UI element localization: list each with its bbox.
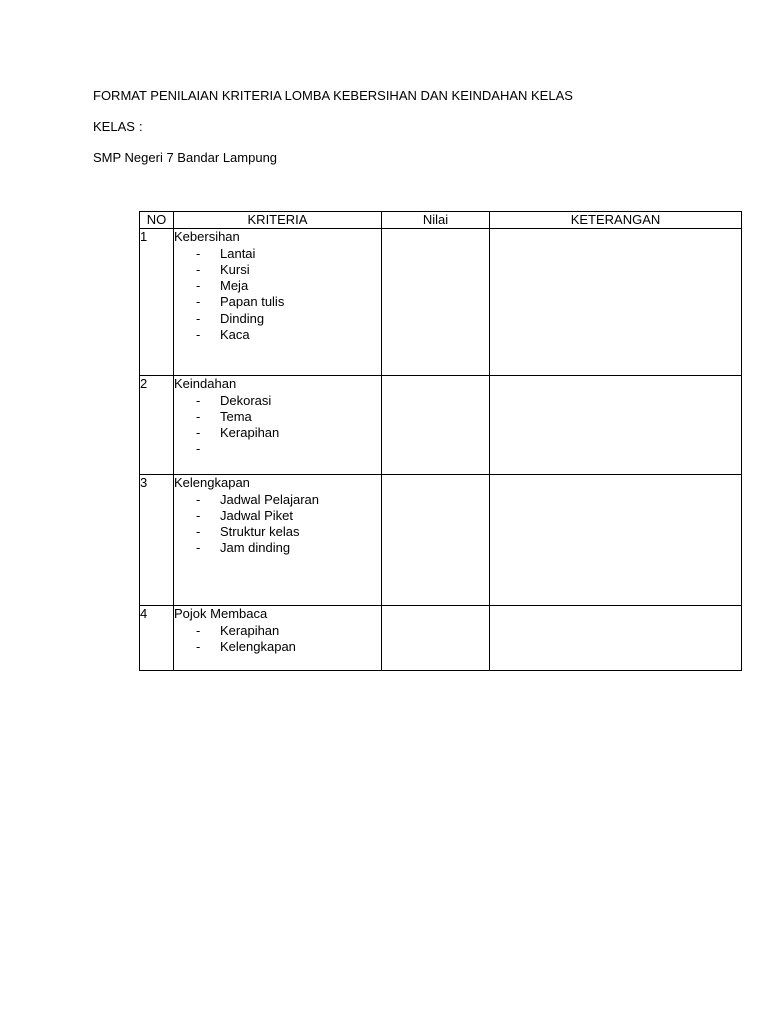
sub-criteria-text: Dekorasi: [220, 392, 272, 408]
dash-bullet: -: [196, 294, 201, 310]
list-item: [174, 311, 381, 327]
criteria-title: Keindahan: [174, 376, 237, 392]
dash-bullet: -: [196, 392, 201, 408]
dash-bullet: -: [196, 491, 201, 507]
dash-bullet: -: [196, 278, 201, 294]
dash-bullet: -: [196, 441, 201, 457]
sub-criteria-text: Struktur kelas: [220, 524, 300, 540]
list-item: [174, 327, 381, 343]
criteria-title: Pojok Membaca: [174, 606, 268, 622]
list-item: [174, 441, 381, 457]
sub-criteria-text: Jadwal Piket: [220, 507, 293, 523]
sub-criteria-text: Kerapihan: [220, 425, 280, 441]
criteria-cell: [174, 229, 382, 376]
keterangan-cell: [490, 606, 742, 671]
list-item: [174, 262, 381, 278]
sub-criteria-text: Meja: [220, 278, 249, 294]
criteria-title: Kebersihan: [174, 229, 240, 245]
document-title: FORMAT PENILAIAN KRITERIA LOMBA KEBERSIHAN DAN KEINDAHAN KELAS: [93, 88, 573, 103]
criteria-cell: [174, 606, 382, 671]
list-item: [174, 278, 381, 294]
list-item: [174, 540, 381, 556]
table-row: [140, 475, 742, 606]
criteria-table: [139, 211, 742, 671]
sub-criteria-text: Kursi: [220, 261, 250, 277]
row-number: 2: [140, 376, 174, 475]
dash-bullet: -: [196, 310, 201, 326]
column-header-keterangan: KETERANGAN: [490, 212, 742, 229]
table-header-row: [140, 212, 742, 229]
list-item: [174, 524, 381, 540]
table-row: [140, 229, 742, 376]
sub-criteria-text: Kelengkapan: [220, 638, 296, 654]
row-number: 3: [140, 475, 174, 606]
dash-bullet: -: [196, 524, 201, 540]
nilai-cell: [382, 229, 490, 376]
criteria-sub-list: [174, 393, 381, 458]
dash-bullet: -: [196, 261, 201, 277]
list-item: [174, 409, 381, 425]
row-number: 1: [140, 229, 174, 376]
sub-criteria-text: Kaca: [220, 327, 250, 343]
criteria-cell: [174, 376, 382, 475]
sub-criteria-text: Papan tulis: [220, 294, 285, 310]
keterangan-cell: [490, 475, 742, 606]
dash-bullet: -: [196, 540, 201, 556]
list-item: [174, 508, 381, 524]
criteria-sub-list: [174, 246, 381, 344]
nilai-cell: [382, 376, 490, 475]
criteria-title: Kelengkapan: [174, 475, 250, 491]
criteria-sub-list: [174, 492, 381, 557]
row-number: 4: [140, 606, 174, 671]
sub-criteria-text: Jadwal Pelajaran: [220, 491, 320, 507]
list-item: [174, 623, 381, 639]
class-label: KELAS: [93, 119, 135, 134]
list-item: [174, 492, 381, 508]
dash-bullet: -: [196, 425, 201, 441]
class-line: [93, 119, 143, 135]
dash-bullet: -: [196, 408, 201, 424]
dash-bullet: -: [196, 507, 201, 523]
table-row: [140, 606, 742, 671]
sub-criteria-text: Dinding: [220, 310, 265, 326]
sub-criteria-text: Tema: [220, 408, 252, 424]
criteria-sub-list: [174, 623, 381, 656]
sub-criteria-text: Jam dinding: [220, 540, 291, 556]
nilai-cell: [382, 475, 490, 606]
list-item: [174, 393, 381, 409]
column-header-nilai: Nilai: [382, 212, 490, 229]
dash-bullet: -: [196, 638, 201, 654]
keterangan-cell: [490, 229, 742, 376]
sub-criteria-text: Kerapihan: [220, 622, 280, 638]
school-name: SMP Negeri 7 Bandar Lampung: [93, 150, 278, 165]
dash-bullet: -: [196, 245, 201, 261]
criteria-cell: [174, 475, 382, 606]
sub-criteria-text: Lantai: [220, 245, 256, 261]
list-item: [174, 294, 381, 310]
class-colon: :: [139, 119, 143, 134]
column-header-no: NO: [140, 212, 174, 229]
table-row: [140, 376, 742, 475]
dash-bullet: -: [196, 622, 201, 638]
keterangan-cell: [490, 376, 742, 475]
dash-bullet: -: [196, 327, 201, 343]
list-item: [174, 246, 381, 262]
list-item: [174, 425, 381, 441]
column-header-criteria: KRITERIA: [174, 212, 382, 229]
list-item: [174, 639, 381, 655]
nilai-cell: [382, 606, 490, 671]
